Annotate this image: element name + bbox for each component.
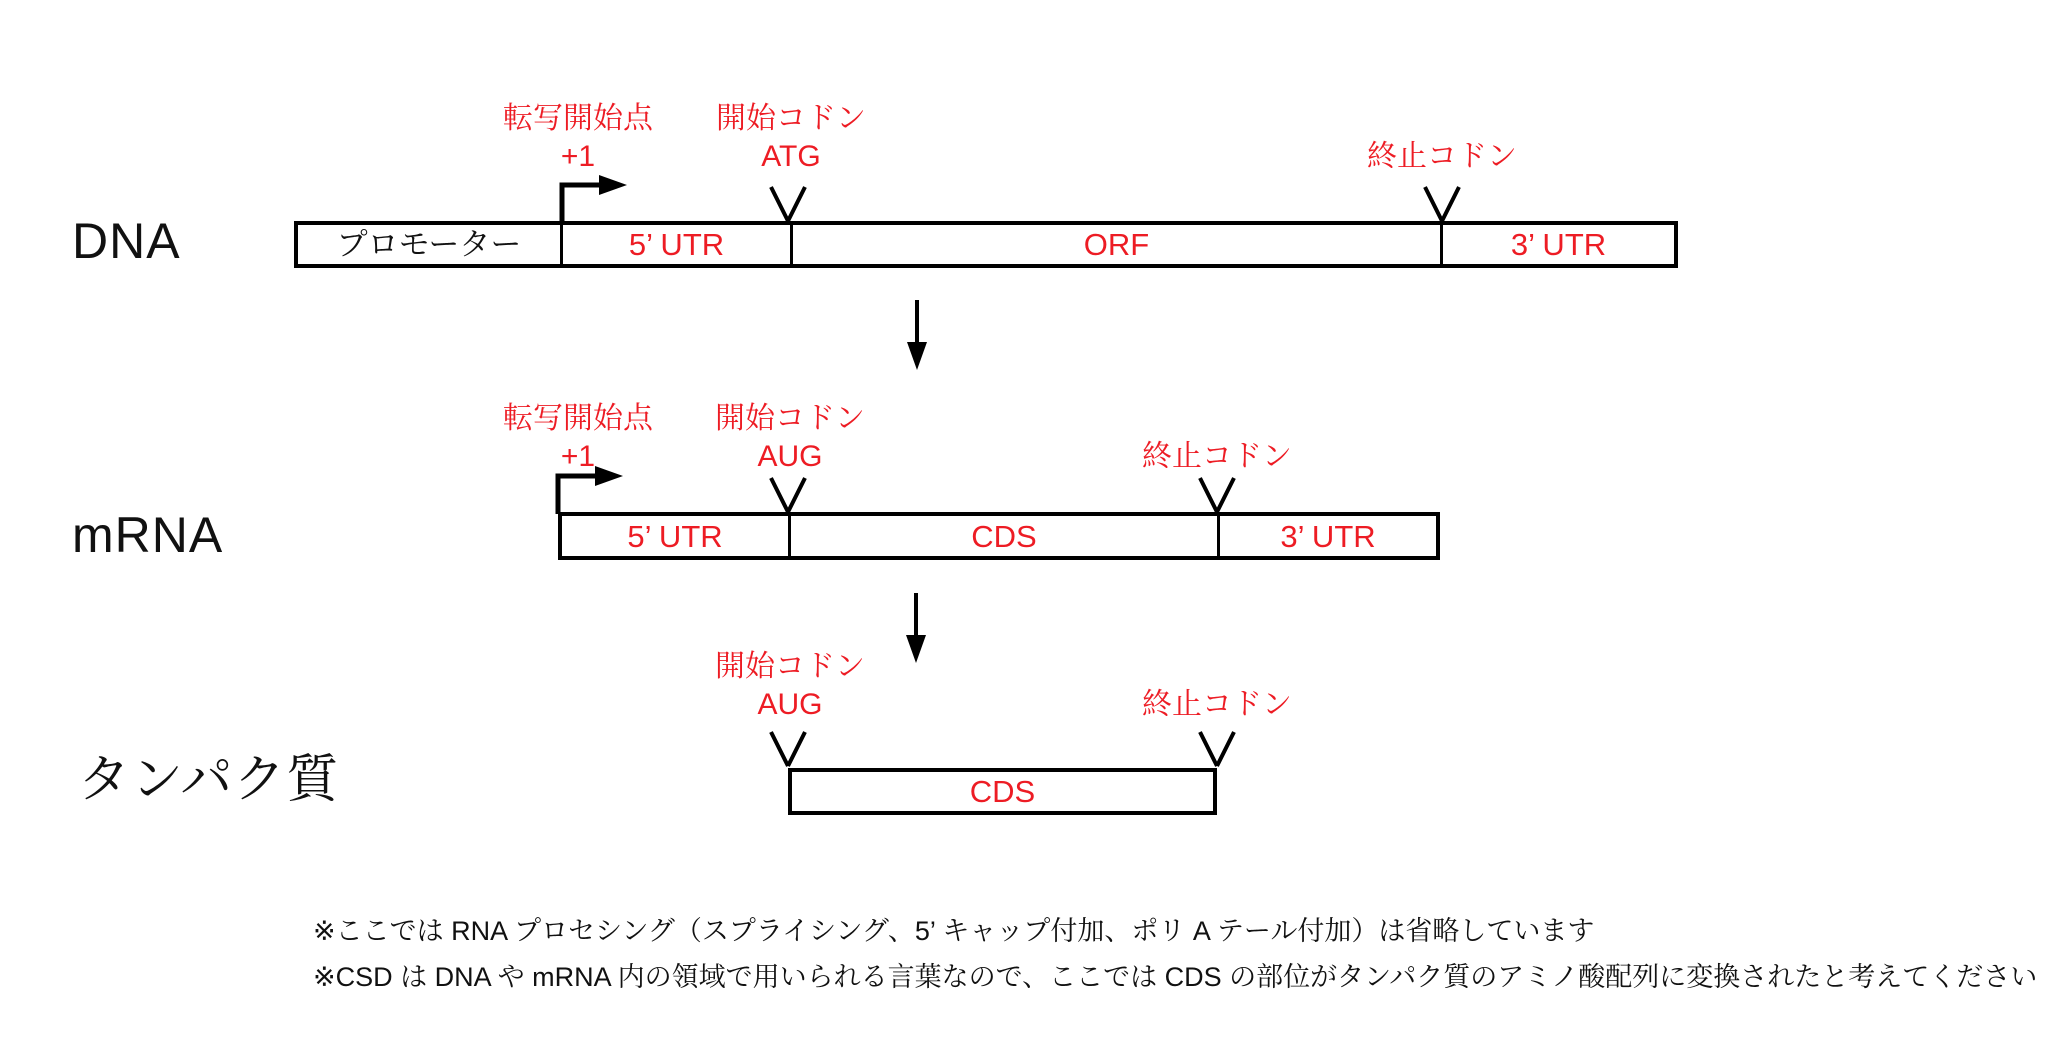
mrna-stop-codon-label-text: 終止コドン: [1142, 440, 1292, 473]
dna-bar: [294, 221, 1678, 268]
dna-segment-promoter: プロモーター: [336, 227, 522, 262]
protein-stop-codon-label-text: 終止コドン: [1142, 688, 1292, 721]
stop-codon-marker-icon: [1197, 730, 1237, 768]
transcription-start-arrow-icon: [555, 464, 630, 516]
mrna-stop-codon-label: [1142, 438, 1292, 476]
mrna-start-codon-value: AUG: [757, 440, 823, 473]
dna-tss-label-text: 転写開始点: [503, 102, 653, 135]
protein-start-codon-value: AUG: [757, 688, 823, 721]
dna-segment-orf: ORF: [790, 225, 1440, 264]
mrna-start-codon-label-text: 開始コドン: [715, 402, 865, 435]
down-arrow-icon: [905, 300, 929, 372]
stop-codon-marker-icon: [1422, 185, 1462, 223]
mrna-tss-label-text: 転写開始点: [503, 402, 653, 435]
mrna-segment-cds: CDS: [788, 516, 1217, 556]
protein-segment-cds: CDS: [969, 774, 1036, 809]
dna-start-codon-value: ATG: [761, 140, 821, 173]
dna-stop-codon-label: [1367, 138, 1517, 176]
start-codon-marker-icon: [768, 185, 808, 223]
transcription-start-arrow-icon: [559, 173, 634, 225]
dna-tss-label: [503, 100, 653, 176]
start-codon-marker-icon: [768, 730, 808, 768]
mrna-tss-value: +1: [560, 440, 596, 473]
mrna-segment-5utr: 5’ UTR: [627, 518, 723, 554]
down-arrow-icon: [904, 593, 928, 665]
mrna-start-codon-label: [715, 400, 865, 476]
dna-row-label: DNA: [72, 213, 181, 269]
protein-stop-codon-label: [1142, 686, 1292, 724]
dna-segment-3utr: 3’ UTR: [1440, 225, 1674, 264]
footnote-cds-note: ※CSD は DNA や mRNA 内の領域で用いられる言葉なので、ここでは CDS の部位がタンパク質のアミノ酸配列に変換されたと考えてください: [313, 962, 2038, 992]
mrna-segment-3utr: 3’ UTR: [1217, 516, 1436, 556]
dna-start-codon-label: [716, 100, 866, 176]
start-codon-marker-icon: [768, 476, 808, 514]
protein-start-codon-label: [715, 648, 865, 724]
dna-segment-5utr: 5’ UTR: [560, 225, 790, 264]
footnote-rna-processing: ※ここでは RNA プロセシング（スプライシング、5’ キャップ付加、ポリ A テール付加）は省略しています: [313, 916, 1595, 946]
mrna-bar: [558, 512, 1440, 560]
dna-start-codon-label-text: 開始コドン: [716, 102, 866, 135]
protein-start-codon-label-text: 開始コドン: [715, 650, 865, 683]
dna-stop-codon-label-text: 終止コドン: [1367, 140, 1517, 173]
protein-row-label: タンパク質: [78, 751, 340, 809]
mrna-row-label: mRNA: [72, 507, 224, 563]
protein-bar: [788, 768, 1217, 815]
stop-codon-marker-icon: [1197, 476, 1237, 514]
dna-tss-value: +1: [560, 140, 596, 173]
